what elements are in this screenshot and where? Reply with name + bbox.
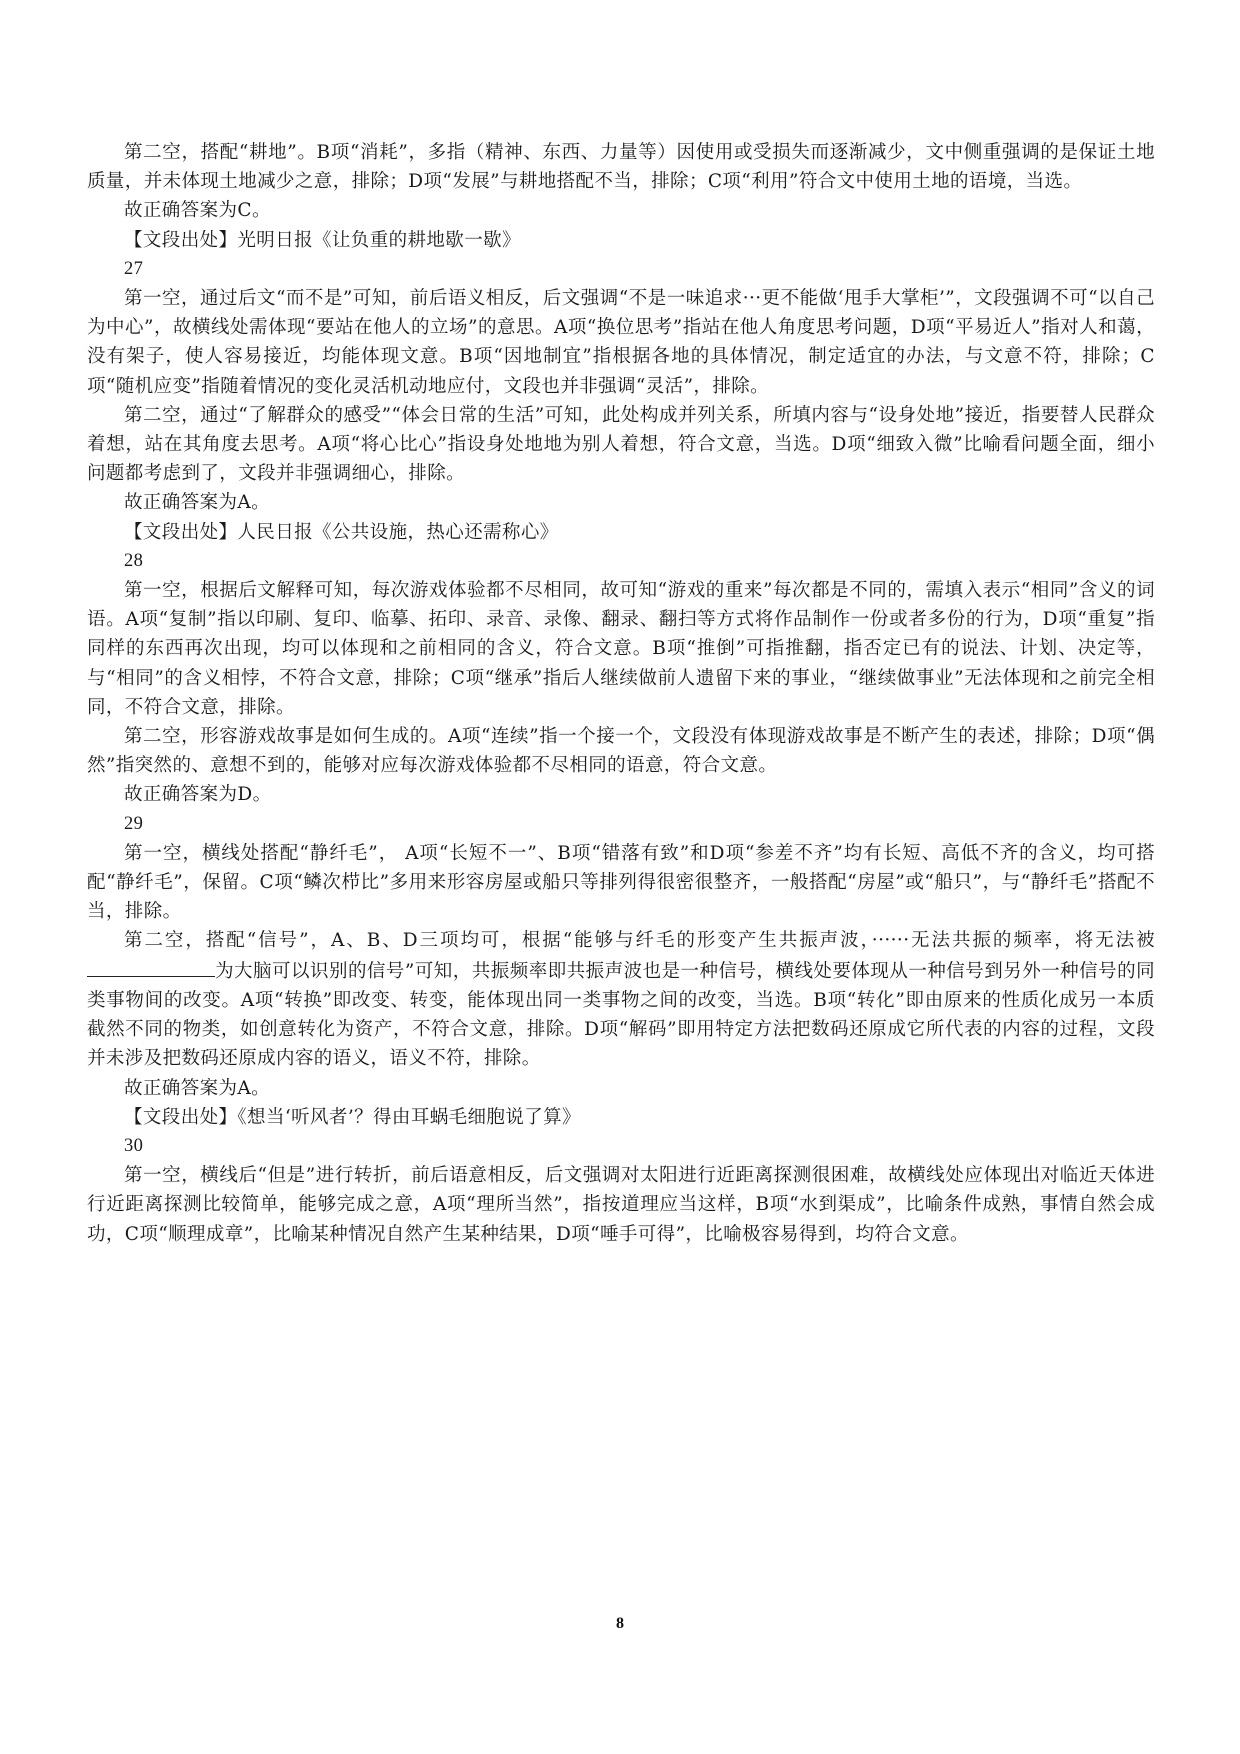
answer-q26: 故正确答案为C。 — [124, 200, 271, 222]
paragraph-q28-second-blank: 第二空，形容游戏故事是如何生成的。A项“连续”指一个接一个，文段没有体现游戏故事是不断产生的表述，排除；D项“偶然”指突然的、意想不到的，能够对应每次游戏体验都不尽相同的语意，符合文意。 — [87, 726, 1155, 777]
paragraph-q29-first-blank: 第一空，横线处搭配“静纤毛”， A项“长短不一”、B项“错落有致”和D项“参差不齐”均有长短、高低不齐的含义，均可搭配“静纤毛”，保留。C项“鳞次栉比”多用来形容房屋或船只等排列得很密很整齐，一般搭配“房屋”或“船只”，与“静纤毛”搭配不当，排除。 — [87, 842, 1155, 923]
answer-q28: 故正确答案为D。 — [124, 784, 272, 806]
document-page — [87, 138, 1155, 1249]
paragraph-q27-first-blank: 第一空，通过后文“而不是”可知，前后语义相反，后文强调“不是一味追求···更不能做‘甩手大掌柜’”，文段强调不可“以自己为中心”，故横线处需体现“要站在他人的立场”的意思。A项“换位思考”指站在他人角度思考问题，D项“平易近人”指对人和蔼，没有架子，使人容易接近，均能体现文意。B项“因地制宜”指根据各地的具体情况，制定适宜的办法，与文意不符，排除；C项“随机应变”指随着情况的变化灵活机动地应付，文段也并非强调“灵活”，排除。 — [87, 288, 1155, 397]
paragraph-q27-second-blank: 第二空，通过“了解群众的感受”“体会日常的生活”可知，此处构成并列关系，所填内容与“设身处地”接近，指要替人民群众着想，站在其角度去思考。A项“将心比心”指设身处地地为别人着想，符合文意，当选。D项“细致入微”比喻看问题全面，细小问题都考虑到了，文段并非强调细心，排除。 — [87, 404, 1155, 485]
question-number-30: 30 — [124, 1135, 144, 1156]
answer-q27: 故正确答案为A。 — [124, 492, 271, 514]
fill-in-blank-line — [87, 956, 215, 977]
paragraph-q29-second-blank — [87, 926, 1155, 1073]
question-number-27: 27 — [124, 258, 144, 279]
answer-q29: 故正确答案为A。 — [124, 1077, 271, 1099]
source-q26: 【文段出处】光明日报《让负重的耕地歇一歇》 — [124, 229, 521, 251]
source-q27: 【文段出处】人民日报《公共设施，热心还需称心》 — [124, 521, 559, 543]
paragraph-q30-first-blank: 第一空，横线后“但是”进行转折，前后语意相反，后文强调对太阳进行近距离探测很困难，故横线处应体现出对临近天体进行近距离探测比较简单，能够完成之意，A项“理所当然”，指按道理应当这样，B项“水到渠成”，比喻条件成熟，事情自然会成功，C项“顺理成章”，比喻某种情况自然产生某种结果，D项“唾手可得”，比喻极容易得到，均符合文意。 — [87, 1165, 1155, 1245]
paragraph-q28-first-blank: 第一空，根据后文解释可知，每次游戏体验都不尽相同，故可知“游戏的重来”每次都是不同的，需填入表示“相同”含义的词语。A项“复制”指以印刷、复印、临摹、拓印、录音、录像、翻录、翻扫等方式将作品制作一份或者多份的行为，D项“重复”指同样的东西再次出现，均可以体现和之前相同的含义，符合文意。B项“推倒”可指推翻，指否定已有的说法、计划、决定等，与“相同”的含义相悖，不符合文意，排除；C项“继承”指后人继续做前人遗留下来的事业，“继续做事业”无法体现和之前完全相同，不符合文意，排除。 — [87, 580, 1155, 718]
question-number-28: 28 — [124, 550, 144, 571]
page-number: 8 — [616, 1615, 624, 1632]
paragraph-q26-second-blank: 第二空，搭配“耕地”。B项“消耗”，多指（精神、东西、力量等）因使用或受损失而逐渐减少，文中侧重强调的是保证土地质量，并未体现土地减少之意，排除；D项“发展”与耕地搭配不当，排除；C项“利用”符合文中使用土地的语境，当选。 — [87, 142, 1155, 193]
paragraph-q29-text-after-blank: 为大脑可以识别的信号”可知，共振频率即共振声波也是一种信号，横线处要体现从一种信号到另外一种信号的同类事物间的改变。A项“转换”即改变、转变，能体现出同一类事物之间的改变，当选。B项“转化”即由原来的性质化成另一本质截然不同的物类，如创意转化为资产，不符合文意，排除。D项“解码”即用特定方法把数码还原成它所代表的内容的过程，文段并未涉及把数码还原成内容的语义，语义不符，排除。 — [87, 960, 1155, 1070]
question-number-29: 29 — [124, 813, 144, 834]
paragraph-q29-text-before-blank: 第二空，搭配“信号”，A、B、D三项均可，根据“能够与纤毛的形变产生共振声波，······无法共振的频率，将无法被 — [124, 930, 1155, 952]
source-q29: 【文段出处】《想当‘听风者’？得由耳蜗毛细胞说了算》 — [124, 1106, 581, 1128]
